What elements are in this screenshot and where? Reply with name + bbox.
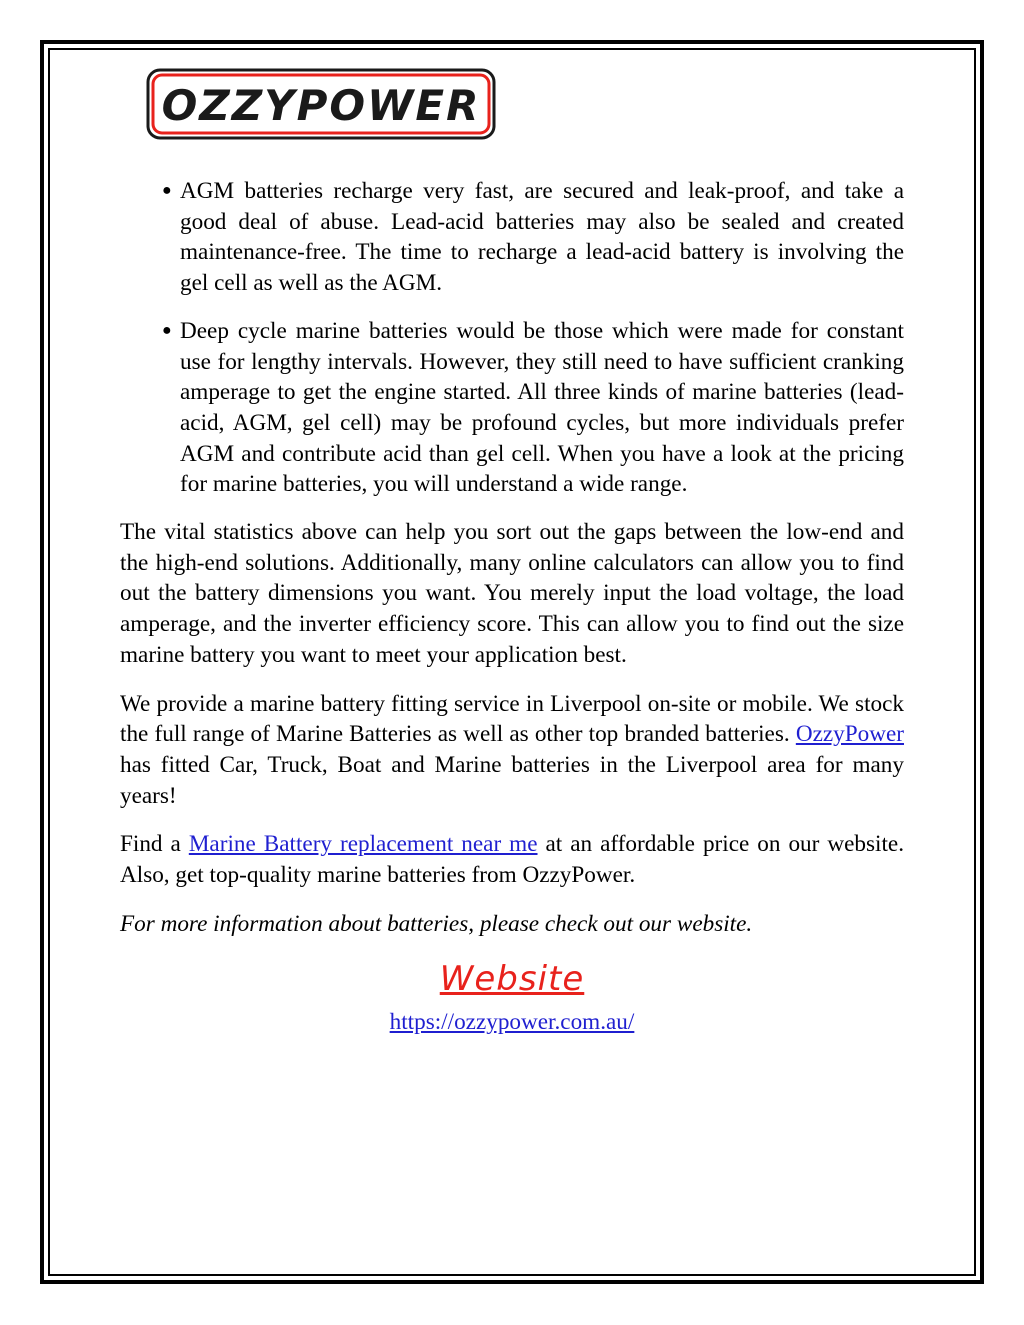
document-body	[120, 176, 904, 1038]
ozzypower-link[interactable]: OzzyPower	[795, 721, 904, 748]
website-heading[interactable]: Website	[439, 959, 585, 1000]
bullet-icon: ●	[162, 321, 172, 339]
paragraph-service: We provide a marine battery fitting service in Liverpool on-site or mobile. We stock the full range of Marine Batteries as well as other top branded batteries. OzzyPower has fitted Car, Truck, Boat and Marine batteries in the Liverpool area for many years!	[120, 690, 904, 809]
url-line	[120, 1007, 904, 1038]
paragraph-find: Find a Marine Battery replacement near me at an affordable price on our website. Also, get top-quality marine batteries from OzzyPower.	[120, 831, 904, 889]
paragraph-statistics: The vital statistics above can help you sort out the gaps between the low-end and the high-end solutions. Additionally, many online calculators can allow you to find out the battery dimensions you want. You merely input the load voltage, the load amperage, and the inverter efficiency score. This can allow you to find out the size marine battery you want to meet your application best.	[120, 519, 904, 668]
svg-text:OZZYPOWER: OZZYPOWER	[161, 81, 481, 130]
bullet-icon: ●	[162, 182, 172, 199]
info-note: For more information about batteries, please check out our website.	[120, 910, 753, 937]
ozzypower-logo	[146, 68, 496, 140]
bullet-item: ● Deep cycle marine batteries would be those which were made for constant use for lengthy intervals. However, they still need to have sufficient cranking amperage to get the engine started. All three kinds of marine batteries (lead-acid, AGM, gel cell) may be profound cycles, but more individuals prefer AGM and contribute acid than gel cell. When you have a look at the pricing for marine batteries, you will understand a wide range.	[162, 317, 904, 498]
bullet-list	[120, 176, 904, 500]
website-url-link[interactable]: https://ozzypower.com.au/	[389, 1009, 635, 1036]
bullet-item: ● AGM batteries recharge very fast, are secured and leak-proof, and take a good deal of abuse. Lead-acid batteries may also be sealed and created maintenance-free. The time to recharge a lead-acid battery is involving the gel cell as well as the AGM.	[162, 178, 904, 297]
marine-battery-link[interactable]: Marine Battery replacement near me	[188, 831, 538, 858]
